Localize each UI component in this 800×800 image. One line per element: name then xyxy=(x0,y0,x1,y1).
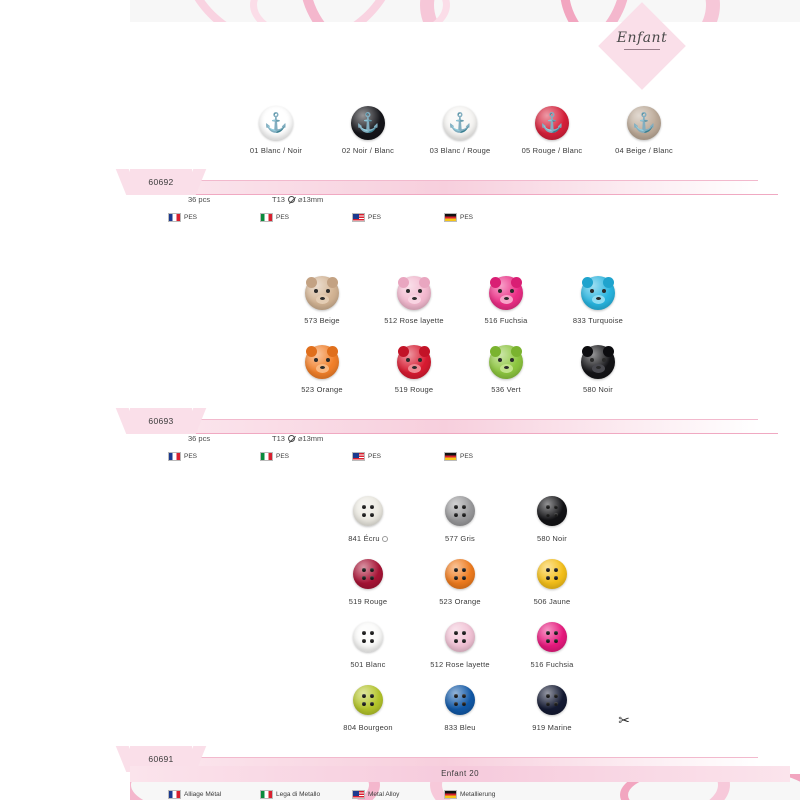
flag-us-icon xyxy=(352,213,365,222)
four-hole-icon xyxy=(445,622,475,652)
button-swatch-03 xyxy=(443,106,477,140)
swatch-image xyxy=(506,551,598,597)
swatch-item xyxy=(460,339,552,394)
swatch-item xyxy=(598,100,690,155)
reference-badge xyxy=(130,408,192,434)
swatch-item xyxy=(414,677,506,732)
reference-block xyxy=(130,408,790,448)
legend-item-it xyxy=(260,790,352,799)
swatch-item xyxy=(506,100,598,155)
four-hole-icon xyxy=(537,622,567,652)
swatch-row xyxy=(130,551,790,606)
flag-us-icon xyxy=(352,790,365,799)
size-info xyxy=(272,434,323,443)
reference-bar xyxy=(188,180,758,194)
swatch-row xyxy=(130,677,790,732)
legend-item-de xyxy=(444,213,536,222)
swatch-row xyxy=(130,270,790,325)
swatch-caption: 833 Turquoise xyxy=(572,316,624,325)
anchor-icon: ⚓ xyxy=(264,112,288,134)
swatch-caption: 919 Marine xyxy=(532,723,572,732)
button-swatch-512 xyxy=(397,276,431,310)
button-swatch-512 xyxy=(445,622,475,652)
button-swatch-833 xyxy=(445,685,475,715)
swatch-image xyxy=(414,614,506,660)
legend-label: PES xyxy=(184,214,198,221)
swatch-image xyxy=(460,339,552,385)
button-swatch-04 xyxy=(627,106,661,140)
button-swatch-536 xyxy=(489,345,523,379)
swatch-image xyxy=(368,339,460,385)
swatch-item xyxy=(552,339,644,394)
anchor-icon: ⚓ xyxy=(448,112,472,134)
legend-label: PES xyxy=(460,214,474,221)
swatch-caption: 519 Rouge xyxy=(348,597,388,606)
button-swatch-506 xyxy=(537,559,567,589)
swatch-row xyxy=(130,488,790,543)
reference-code: 60691 xyxy=(148,754,174,764)
pieces-count: 36 pcs xyxy=(188,195,211,204)
product-group-60692 xyxy=(130,100,790,221)
swatch-item xyxy=(414,614,506,669)
button-swatch-919 xyxy=(537,685,567,715)
four-hole-icon xyxy=(353,622,383,652)
swatch-image xyxy=(322,100,414,146)
flag-us-icon xyxy=(352,452,365,461)
swatch-caption: 523 Orange xyxy=(439,597,481,606)
four-hole-icon xyxy=(445,685,475,715)
bear-face-icon xyxy=(305,345,339,379)
legend-label: PES xyxy=(460,453,474,460)
swatch-item xyxy=(414,551,506,606)
diameter-value: ⌀13mm xyxy=(297,195,324,204)
swatch-image xyxy=(414,488,506,534)
reference-meta xyxy=(188,434,323,443)
brand-logo xyxy=(598,2,686,90)
bear-face-icon xyxy=(397,276,431,310)
swatch-caption: 512 Rose layette xyxy=(430,660,490,669)
swatch-item xyxy=(368,270,460,325)
swatch-caption: 804 Bourgeon xyxy=(343,723,393,732)
legend-item-us xyxy=(352,213,444,222)
legend-item-it xyxy=(260,213,352,222)
circle-mark-icon xyxy=(382,536,388,542)
swatch-caption: 512 Rose layette xyxy=(384,316,444,325)
swatch-caption: 02 Noir / Blanc xyxy=(341,146,395,155)
legend-label: Lega di Metallo xyxy=(276,791,321,798)
flag-it-icon xyxy=(260,213,273,222)
swatch-image xyxy=(230,100,322,146)
four-hole-icon xyxy=(353,685,383,715)
button-swatch-516 xyxy=(537,622,567,652)
button-swatch-05 xyxy=(535,106,569,140)
diameter-icon xyxy=(288,196,295,203)
swatch-row xyxy=(130,614,790,669)
flag-it-icon xyxy=(260,790,273,799)
swatch-item xyxy=(276,339,368,394)
material-legend xyxy=(168,213,800,222)
swatch-item xyxy=(506,677,598,732)
swatch-caption: 01 Blanc / Noir xyxy=(249,146,303,155)
button-swatch-804 xyxy=(353,685,383,715)
swatch-image xyxy=(414,100,506,146)
swatch-image xyxy=(322,614,414,660)
swatch-image xyxy=(506,100,598,146)
swatch-image xyxy=(414,551,506,597)
four-hole-icon xyxy=(353,496,383,526)
swatch-item xyxy=(506,614,598,669)
legend-item-de xyxy=(444,790,536,799)
legend-item-de xyxy=(444,452,536,461)
button-swatch-02 xyxy=(351,106,385,140)
size-code: T13 xyxy=(272,434,285,443)
legend-label: Metallierung xyxy=(460,791,496,798)
bear-face-icon xyxy=(489,276,523,310)
bear-face-icon xyxy=(581,276,615,310)
swatch-caption: 519 Rouge xyxy=(394,385,434,394)
swatch-caption: 506 Jaune xyxy=(533,597,571,606)
anchor-icon: ⚓ xyxy=(356,112,380,134)
button-swatch-01 xyxy=(259,106,293,140)
legend-label: Metal Alloy xyxy=(368,791,400,798)
swatch-image xyxy=(322,488,414,534)
scissors-icon: ✂ xyxy=(618,712,630,728)
swatch-item xyxy=(322,551,414,606)
swatch-image xyxy=(506,614,598,660)
legend-item-fr xyxy=(168,790,260,799)
swatch-item xyxy=(322,677,414,732)
button-swatch-523 xyxy=(305,345,339,379)
swatch-item xyxy=(322,488,414,543)
button-swatch-519 xyxy=(353,559,383,589)
product-group-60691 xyxy=(130,488,790,798)
swatch-caption: 577 Gris xyxy=(445,534,475,543)
button-swatch-501 xyxy=(353,622,383,652)
swatch-item xyxy=(460,270,552,325)
product-group-60693 xyxy=(130,270,790,460)
swatch-image xyxy=(322,551,414,597)
swatch-item xyxy=(552,270,644,325)
reference-block xyxy=(130,169,790,209)
swatch-item xyxy=(506,551,598,606)
anchor-icon: ⚓ xyxy=(540,112,564,134)
four-hole-icon xyxy=(537,559,567,589)
swatch-caption: 05 Rouge / Blanc xyxy=(521,146,583,155)
bear-face-icon xyxy=(305,276,339,310)
bear-face-icon xyxy=(489,345,523,379)
legend-item-us xyxy=(352,790,444,799)
swatch-caption: 580 Noir xyxy=(537,534,567,543)
swatch-caption: 04 Beige / Blanc xyxy=(615,146,673,155)
button-swatch-516 xyxy=(489,276,523,310)
flag-fr-icon xyxy=(168,452,181,461)
swatch-caption: 573 Beige xyxy=(304,316,340,325)
four-hole-icon xyxy=(353,559,383,589)
flag-de-icon xyxy=(444,790,457,799)
swatch-item xyxy=(368,339,460,394)
swatch-caption: 516 Fuchsia xyxy=(484,316,528,325)
swatch-caption: 536 Vert xyxy=(491,385,521,394)
bear-face-icon xyxy=(397,345,431,379)
flag-de-icon xyxy=(444,213,457,222)
swatch-image xyxy=(276,270,368,316)
swatch-caption: 833 Bleu xyxy=(444,723,476,732)
bear-face-icon xyxy=(581,345,615,379)
button-swatch-841 xyxy=(353,496,383,526)
swatch-image xyxy=(552,339,644,385)
swatch-image xyxy=(414,677,506,723)
button-swatch-519 xyxy=(397,345,431,379)
material-legend xyxy=(168,790,800,799)
swatch-image xyxy=(322,677,414,723)
legend-item-us xyxy=(352,452,444,461)
diamond-shape-icon xyxy=(598,2,686,90)
swatch-image xyxy=(368,270,460,316)
button-swatch-580 xyxy=(537,496,567,526)
swatch-image xyxy=(506,488,598,534)
brand-logo-label: Enfant xyxy=(616,30,668,46)
swatch-caption: 580 Noir xyxy=(583,385,613,394)
swatch-item xyxy=(414,488,506,543)
flag-fr-icon xyxy=(168,790,181,799)
swatch-item xyxy=(230,100,322,155)
footer-label: Enfant 20 xyxy=(441,769,479,778)
swatch-image xyxy=(552,270,644,316)
size-info xyxy=(272,195,323,204)
flag-it-icon xyxy=(260,452,273,461)
swatch-caption: 516 Fuchsia xyxy=(530,660,574,669)
flag-de-icon xyxy=(444,452,457,461)
four-hole-icon xyxy=(537,685,567,715)
reference-code: 60693 xyxy=(148,416,174,426)
swatch-image xyxy=(276,339,368,385)
button-swatch-523 xyxy=(445,559,475,589)
swatch-item xyxy=(322,614,414,669)
flag-fr-icon xyxy=(168,213,181,222)
swatch-caption: 03 Blanc / Rouge xyxy=(429,146,491,155)
pieces-count: 36 pcs xyxy=(188,434,211,443)
four-hole-icon xyxy=(445,559,475,589)
swatch-item xyxy=(276,270,368,325)
reference-badge xyxy=(130,169,192,195)
legend-label: Alliage Métal xyxy=(184,791,222,798)
swatch-caption: 523 Orange xyxy=(301,385,343,394)
swatch-item xyxy=(322,100,414,155)
button-swatch-580 xyxy=(581,345,615,379)
brand-logo-underline xyxy=(624,49,660,50)
legend-item-fr xyxy=(168,452,260,461)
diameter-icon xyxy=(288,435,295,442)
legend-label: PES xyxy=(368,214,382,221)
swatch-caption: 501 Blanc xyxy=(350,660,386,669)
swatch-image xyxy=(598,100,690,146)
swatch-row xyxy=(130,339,790,394)
swatch-image xyxy=(506,677,598,723)
reference-code: 60692 xyxy=(148,177,174,187)
swatch-image xyxy=(460,270,552,316)
legend-label: PES xyxy=(276,453,290,460)
size-code: T13 xyxy=(272,195,285,204)
four-hole-icon xyxy=(537,496,567,526)
button-swatch-573 xyxy=(305,276,339,310)
swatch-item xyxy=(506,488,598,543)
swatch-item xyxy=(414,100,506,155)
legend-label: PES xyxy=(368,453,382,460)
swatch-row xyxy=(130,100,790,155)
legend-label: PES xyxy=(184,453,198,460)
button-swatch-577 xyxy=(445,496,475,526)
reference-meta xyxy=(188,195,323,204)
button-swatch-833 xyxy=(581,276,615,310)
swatch-caption: 841 Écru xyxy=(322,534,414,543)
reference-bar xyxy=(188,419,758,433)
legend-label: PES xyxy=(276,214,290,221)
material-legend xyxy=(168,452,800,461)
page-margin-left xyxy=(0,0,130,800)
four-hole-icon xyxy=(445,496,475,526)
diameter-value: ⌀13mm xyxy=(297,434,324,443)
legend-item-fr xyxy=(168,213,260,222)
legend-item-it xyxy=(260,452,352,461)
anchor-icon: ⚓ xyxy=(632,112,656,134)
